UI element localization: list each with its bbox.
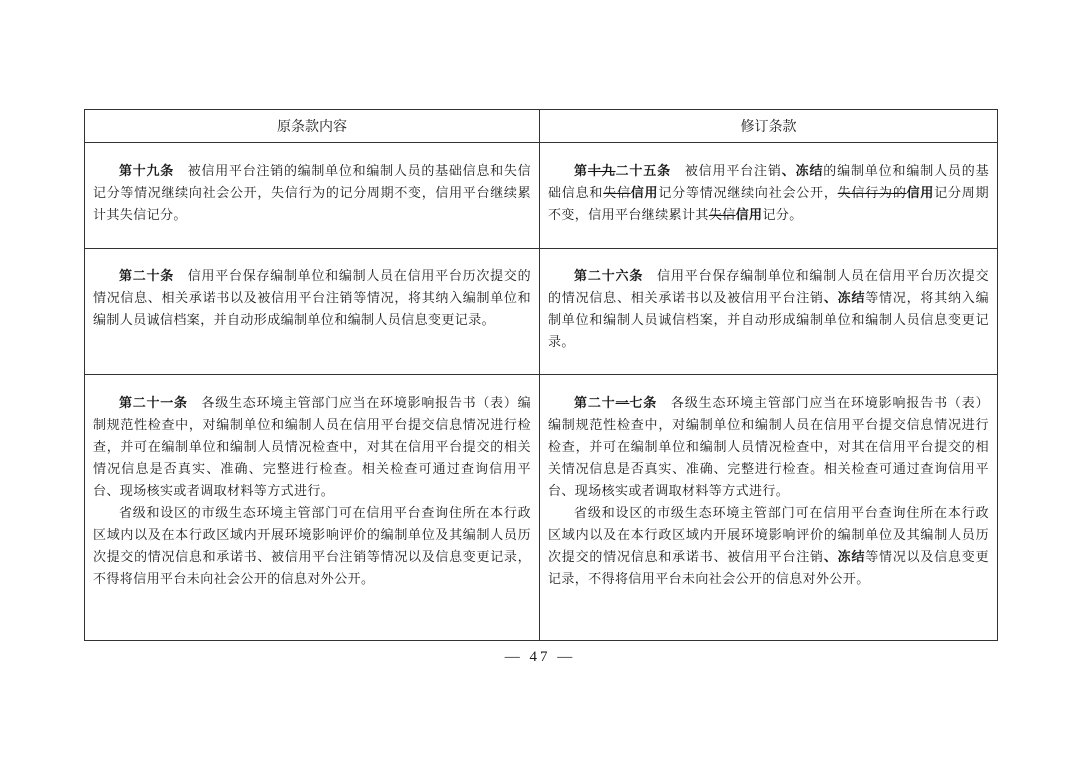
article-paragraph: 省级和设区的市级生态环境主管部门可在信用平台查询住所在本行政区域内以及在本行政区域内开展环境影响评价的编制单位及其编制人员历次提交的情况信息和承诺书、被信用平台注销、冻结等情况以及信息变更记录，不得将信用平台未向社会公开的信息对外公开。 — [548, 506, 989, 587]
table-row — [85, 143, 998, 249]
table-row — [85, 375, 998, 641]
header-revised: 修订条款 — [540, 110, 998, 143]
article-title: 第十九二十五条 — [574, 164, 671, 179]
deleted-text: 失信行为的 — [837, 186, 907, 201]
article-text: 被信用平台注销的编制单位和编制人员的基础信息和失信记分等情况继续向社会公开，失信行为的记分周期不变，信用平台继续累计其失信记分。 — [93, 164, 531, 223]
revised-cell: 第二十六条 信用平台保存编制单位和编制人员在信用平台历次提交的情况信息、相关承诺书以及被信用平台注销、冻结等情况，将其纳入编制单位和编制人员诚信档案，并自动形成编制单位和编制人员信息变更记录。 — [540, 249, 998, 375]
revised-cell — [540, 375, 998, 641]
comparison-table — [84, 109, 998, 641]
added-text: 、冻结 — [823, 550, 866, 565]
article-title: 第二十六条 — [574, 269, 644, 284]
article-text: 各级生态环境主管部门应当在环境影响报告书（表）编制规范性检查中，对编制单位和编制人员在信用平台提交信息情况进行检查，并可在编制单位和编制人员情况检查中，对其在信用平台提交的相关情况信息是否真实、准确、完整进行检查。相关检查可通过查询信用平台、现场核实或者调取材料等方式进行。 — [93, 396, 531, 499]
article-title: 第二十一条 — [119, 396, 188, 411]
table-row — [85, 249, 998, 375]
deleted-text: 失信 — [603, 186, 631, 201]
added-text: 信用 — [630, 186, 659, 201]
added-text: 信用 — [906, 186, 935, 201]
original-cell — [85, 375, 540, 641]
table-header-row — [85, 110, 998, 143]
header-original: 原条款内容 — [85, 110, 540, 143]
original-cell — [85, 143, 540, 249]
deleted-text: 十九 — [587, 164, 616, 179]
added-text: 、冻结 — [823, 291, 866, 306]
added-text: 、冻结 — [781, 164, 824, 179]
added-text: 信用 — [735, 208, 763, 223]
article-title: 第十九条 — [119, 164, 174, 179]
original-cell — [85, 249, 540, 375]
deleted-text: 一 — [615, 396, 630, 411]
article-text: 各级生态环境主管部门应当在环境影响报告书（表）编制规范性检查中，对编制单位和编制人员在信用平台提交信息情况进行检查，并可在编制单位和编制人员情况检查中，对其在信用平台提交的相关情况信息是否真实、准确、完整进行检查。相关检查可通过查询信用平台、现场核实或者调取材料等方式进行。 — [548, 396, 990, 499]
article-title: 第二十一七条 — [574, 396, 658, 411]
deleted-text: 失信 — [708, 208, 736, 223]
page-number: — 47 — — [504, 649, 576, 665]
article-paragraph: 省级和设区的市级生态环境主管部门可在信用平台查询住所在本行政区域内以及在本行政区域内开展环境影响评价的编制单位及其编制人员历次提交的情况信息和承诺书、被信用平台注销等情况以及信息变更记录，不得将信用平台未向社会公开的信息对外公开。 — [93, 506, 531, 587]
revised-cell: 第十九二十五条 被信用平台注销、冻结的编制单位和编制人员的基础信息和失信信用记分等情况继续向社会公开，失信行为的信用记分周期不变，信用平台继续累计其失信信用记分。 — [540, 143, 998, 249]
article-text: 信用平台保存编制单位和编制人员在信用平台历次提交的情况信息、相关承诺书以及被信用平台注销等情况，将其纳入编制单位和编制人员诚信档案，并自动形成编制单位和编制人员信息变更记录。 — [93, 269, 531, 328]
added-text: 二十五条 — [615, 164, 671, 179]
article-title: 第二十条 — [119, 269, 174, 284]
